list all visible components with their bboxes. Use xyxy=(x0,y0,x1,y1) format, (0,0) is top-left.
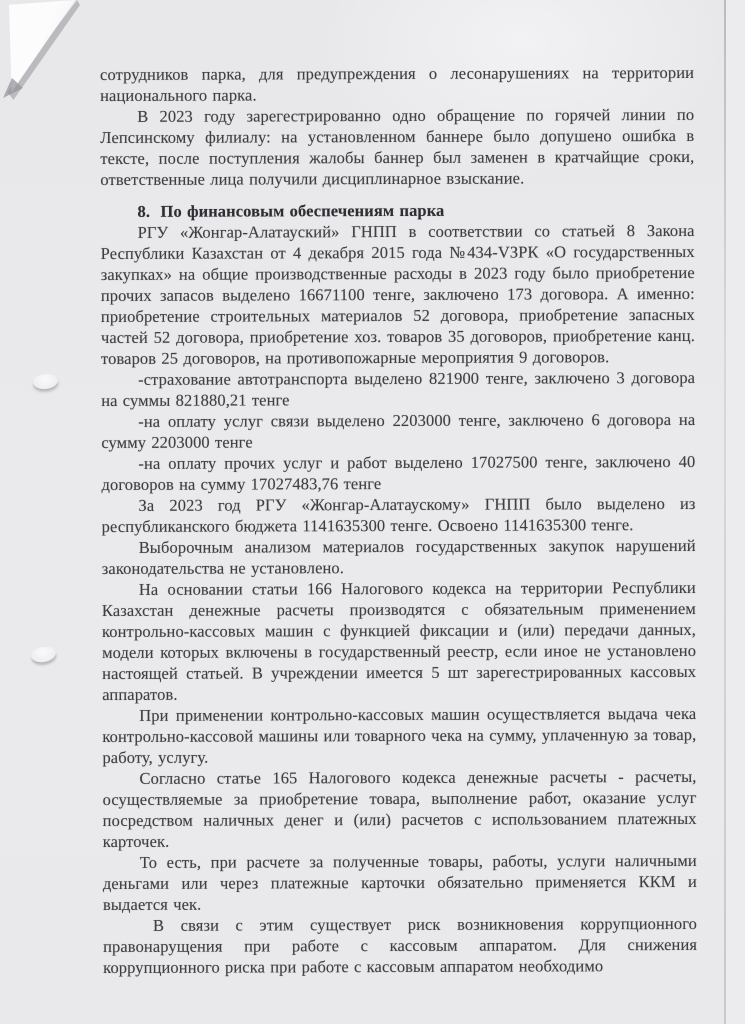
paragraph: При применении контрольно-кассовых машин осуществляется выдача чека контрольно-кассовой машины или товарного чека на сумму, уплаченную за товар, работу, услугу. xyxy=(102,703,697,767)
paragraph: Согласно статье 165 Налогового кодекса денежные расчеты - расчеты, осуществляемые за приобретение товара, выполнение работ, оказание услуг посредством наличных денег и (или) расчетов с использованием платежных карточек. xyxy=(102,766,697,851)
paragraph: -на оплату прочих услуг и работ выделено 17027500 тенге, заключено 40 договоров на сумму 17027483,76 тенге xyxy=(101,451,696,494)
paragraph: -страхование автотранспорта выделено 821900 тенге, заключено 3 договора на суммы 821880,21 тенге xyxy=(101,367,696,410)
page-corner-fold xyxy=(0,0,95,108)
page-edge-line xyxy=(724,0,726,1024)
paragraph: В 2023 году зарегестрированно одно обращение по горячей линии по Лепсинскому филиалу: на установленном баннере было допушено ошибка в тексте, после поступления жалобы баннер был заменен в кратчайщие сроки, ответственные лица получили дисциплинарное взыскание. xyxy=(100,104,695,189)
paragraph: То есть, при расчете за полученные товары, работы, услуги наличными деньгами или через платежные карточки обязательно применяется ККМ и выдается чек. xyxy=(102,850,697,914)
document-text xyxy=(100,62,697,978)
paragraph: РГУ «Жонгар-Алатауский» ГНПП в соответствии со статьей 8 Закона Республики Казахстан от 4 декабря 2015 года №434-VЗРК «О государственных закупках» на общие производственные расходы в 2023 году было приобретение прочих запасов выделено 16671100 тенге, заключено 173 договора. А именно: приобретение строительных материалов 52 договора, приобретение запасных частей 52 договора, приобретение хоз. товаров 35 договоров, приобретение канц. товаров 25 договоров, на противопожарные мероприятия 9 договоров. xyxy=(100,220,695,368)
paragraph: На основании статьи 166 Налогового кодекса на территории Республики Казахстан денежные расчеты производятся с обязательным применением контрольно-кассовых машин с функцией фиксации и (или) передачи данных, модели которых включены в государственный реестр, если иное не установлено настоящей статьей. В учреждении имеется 5 шт зарегестрированных кассовых аппаратов. xyxy=(101,577,697,704)
punch-hole-mark xyxy=(32,373,58,391)
section-heading: 8. По финансовым обеспечениям парка xyxy=(137,200,445,221)
paragraph: Выборочным анализом материалов государственных закупок нарушений законодательства не установлено. xyxy=(101,535,696,578)
paragraph: сотрудников парка, для предупреждения о лесонарушениях на территории национального парка. xyxy=(100,62,695,105)
paragraph: -на оплату услуг связи выделено 2203000 тенге, заключено 6 договора на сумму 2203000 тенге xyxy=(101,409,696,452)
fold-paper xyxy=(9,0,75,94)
paragraph: В связи с этим существует риск возникновения коррупционного правонарущения при работе с кассовым аппаратом. Для снижения коррупционного риска при работе с кассовым аппаратом необходимо xyxy=(103,913,698,977)
punch-hole-mark xyxy=(30,645,57,664)
paragraph: За 2023 год РГУ «Жонгар-Алатаускому» ГНПП было выделено из республиканского бюджета 1141635300 тенге. Освоено 1141635300 тенге. xyxy=(101,493,696,536)
scan-edge-area xyxy=(726,0,745,1024)
